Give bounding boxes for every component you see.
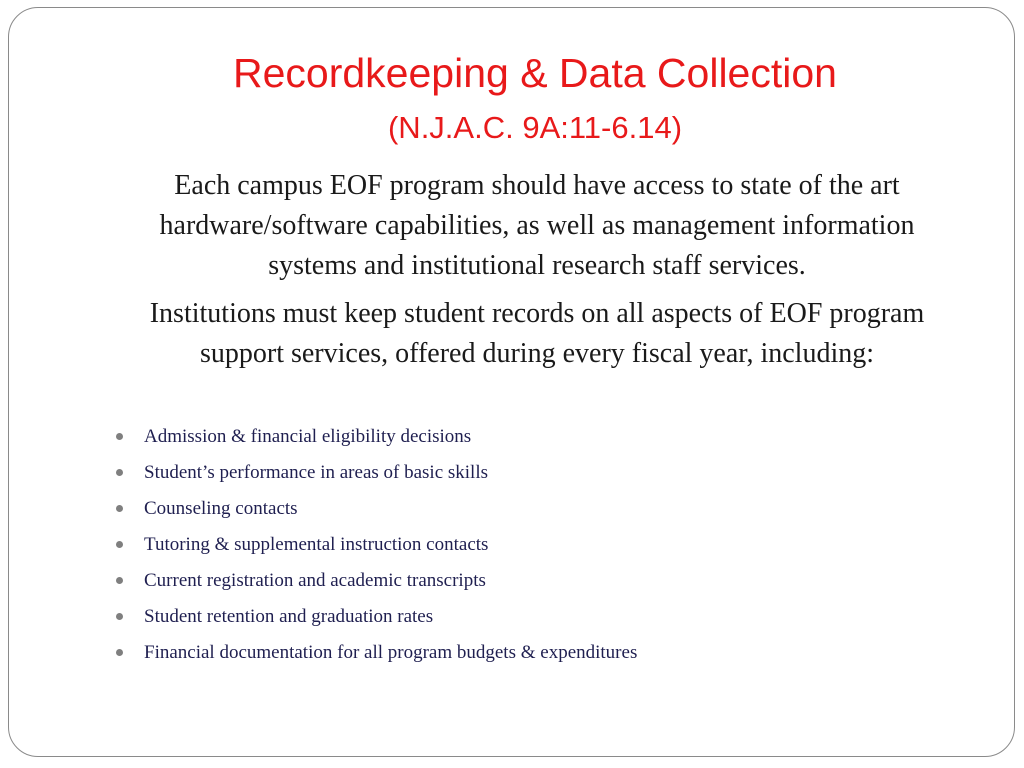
bullet-text: Counseling contacts [144, 498, 298, 519]
bullet-text: Student retention and graduation rates [144, 606, 434, 627]
bullet-list [112, 419, 637, 671]
bullet-text: Tutoring & supplemental instruction contacts [144, 534, 489, 555]
bullet-text: Current registration and academic transcripts [144, 570, 486, 591]
bullet-marker-icon [116, 577, 123, 584]
bullet-marker-icon [116, 649, 123, 656]
slide-title: Recordkeeping & Data Collection [233, 50, 837, 96]
bullet-text: Student’s performance in areas of basic skills [144, 462, 489, 483]
bullet-text: Financial documentation for all program budgets & expenditures [144, 642, 638, 663]
bullet-item-registration [112, 563, 637, 599]
paragraph-records: Institutions must keep student records on all aspects of EOF program support services, offered during every fiscal year, including: [149, 298, 925, 369]
bullet-marker-icon [116, 505, 123, 512]
bullet-marker-icon [116, 469, 123, 476]
paragraph-access: Each campus EOF program should have access to state of the art hardware/software capabilities, as well as management information systems and institutional research staff services. [159, 170, 915, 281]
bullet-marker-icon [116, 613, 123, 620]
bullet-marker-icon [116, 433, 123, 440]
bullet-item-basic-skills [112, 455, 637, 491]
bullet-item-counseling [112, 491, 637, 527]
bullet-text: Admission & financial eligibility decisions [144, 426, 472, 447]
bullet-item-financial [112, 635, 637, 671]
bullet-item-retention [112, 599, 637, 635]
bullet-marker-icon [116, 541, 123, 548]
slide-subtitle: (N.J.A.C. 9A:11-6.14) [387, 110, 683, 145]
bullet-item-tutoring [112, 527, 637, 563]
bullet-item-admission [112, 419, 637, 455]
